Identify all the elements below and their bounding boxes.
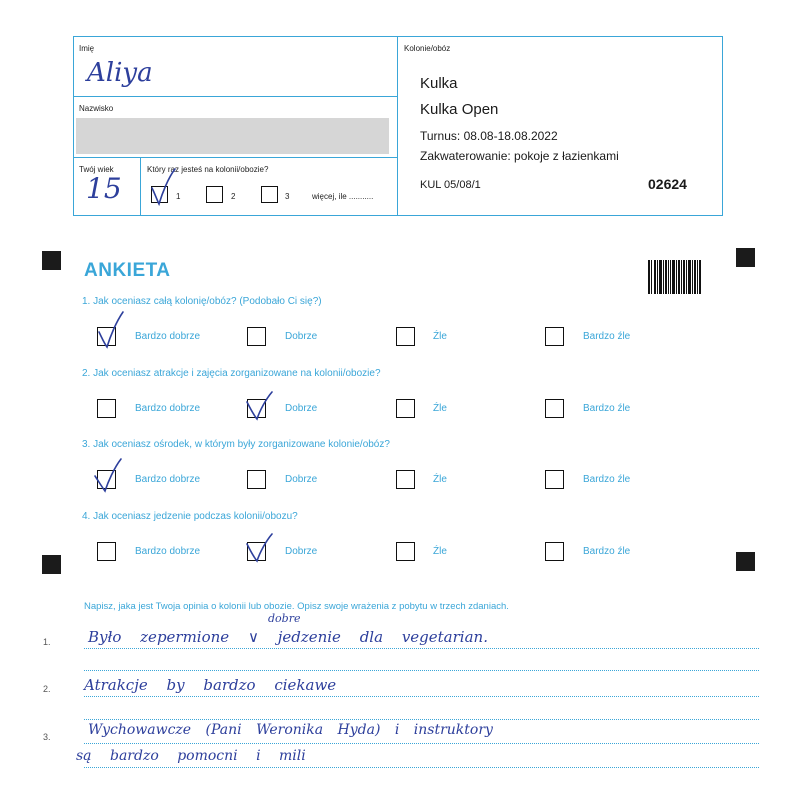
q2-option-label: Dobrze [285,403,318,414]
ktory-raz-checkbox-3[interactable] [261,186,278,203]
question-2: 2. Jak oceniasz atrakcje i zajęcia zorganizowane na kolonii/obozie? [82,368,381,379]
answer-line [84,719,759,720]
imie-value[interactable]: Aliya [87,58,153,88]
q2-option-label: Bardzo źle [583,403,631,414]
q1-option-label: Bardzo źle [583,331,631,342]
q4-checkbox-bardzo-dobrze[interactable] [97,542,116,561]
corner-marker [42,251,61,270]
survey-title: ANKIETA [84,260,171,281]
q2-checkbox-bardzo-zle[interactable] [545,399,564,418]
answer-line [84,670,759,671]
header-divider [73,96,398,97]
q3-checkbox-zle[interactable] [396,470,415,489]
q1-option-label: Dobrze [285,331,318,342]
nazwisko-label: Nazwisko [79,104,114,113]
answer-2[interactable]: Atrakcje by bardzo ciekawe [84,676,337,694]
ktory-raz-more: więcej, ile ........... [312,192,374,201]
q2-checkbox-bardzo-dobrze[interactable] [97,399,116,418]
ktory-raz-option-2: 2 [231,192,236,201]
form-number: 02624 [648,176,687,192]
q2-checkbox-zle[interactable] [396,399,415,418]
line-number: 3. [43,732,51,742]
corner-marker [736,552,755,571]
question-4: 4. Jak oceniasz jedzenie podczas kolonii/obozu? [82,511,298,522]
answer-line [84,743,759,744]
q1-checkbox-bardzo-zle[interactable] [545,327,564,346]
q1-option-label: Bardzo dobrze [135,331,201,342]
line-number: 2. [43,684,51,694]
q1-checkbox-dobrze[interactable] [247,327,266,346]
camp-name: Kulka [420,75,458,92]
wiek-value[interactable]: 15 [86,172,122,205]
q4-option-label: Bardzo dobrze [135,546,201,557]
answer-1[interactable]: Było zepermione ∨ jedzenie dla vegetarian. [88,628,488,646]
q4-option-label: Bardzo źle [583,546,631,557]
wiek-label: Twój wiek [79,165,114,174]
corner-marker [736,248,755,267]
q4-option-label: Źle [433,546,447,557]
q3-checkbox-bardzo-zle[interactable] [545,470,564,489]
q2-option-label: Źle [433,403,447,414]
camp-program: Kulka Open [420,101,499,118]
ktory-raz-option-1: 1 [176,192,181,201]
q2-option-label: Bardzo dobrze [135,403,201,414]
question-3: 3. Jak oceniasz ośrodek, w którym były zorganizowane kolonie/obóz? [82,439,390,450]
q3-option-label: Bardzo źle [583,474,631,485]
zakwaterowanie: Zakwaterowanie: pokoje z łazienkami [420,149,619,163]
checkmark-icon [244,532,274,564]
q3-option-label: Bardzo dobrze [135,474,201,485]
camp-code: KUL 05/08/1 [420,179,481,191]
line-number: 1. [43,637,51,647]
answer-3-continued[interactable]: są bardzo pomocni i mili [76,748,306,764]
checkmark-icon [244,390,274,422]
checkmark-icon [148,166,181,208]
checkmark-icon [92,456,124,494]
answer-line [84,696,759,697]
q4-checkbox-zle[interactable] [396,542,415,561]
imie-label: Imię [79,44,95,53]
kolonie-label: Kolonie/obóz [404,44,451,53]
q3-option-label: Dobrze [285,474,318,485]
header-divider [140,157,141,216]
q1-checkbox-zle[interactable] [396,327,415,346]
checkmark-icon [96,310,126,350]
q4-checkbox-bardzo-zle[interactable] [545,542,564,561]
ktory-raz-checkbox-2[interactable] [206,186,223,203]
q4-option-label: Dobrze [285,546,318,557]
ktory-raz-option-3: 3 [285,192,290,201]
q3-checkbox-dobrze[interactable] [247,470,266,489]
question-1: 1. Jak oceniasz całą kolonię/obóz? (Podobało Ci się?) [82,296,322,307]
turnus: Turnus: 08.08-18.08.2022 [420,129,558,143]
answer-line [84,648,759,649]
answer-line [84,767,759,768]
opinion-instruction: Napisz, jaka jest Twoja opinia o kolonii lub obozie. Opisz swoje wrażenia z pobytu w trzech zdaniach. [84,601,509,612]
q1-option-label: Źle [433,331,447,342]
nazwisko-redacted [76,118,389,154]
answer-3[interactable]: Wychowawcze (Pani Weronika Hyda) i instruktory [88,722,493,738]
answer-1-insertion: dobre [268,612,301,625]
header-divider [397,36,398,216]
q3-option-label: Źle [433,474,447,485]
header-divider [73,157,398,158]
corner-marker [42,555,61,574]
ktory-raz-label: Który raz jesteś na kolonii/obozie? [147,165,269,174]
barcode-icon [648,260,702,294]
